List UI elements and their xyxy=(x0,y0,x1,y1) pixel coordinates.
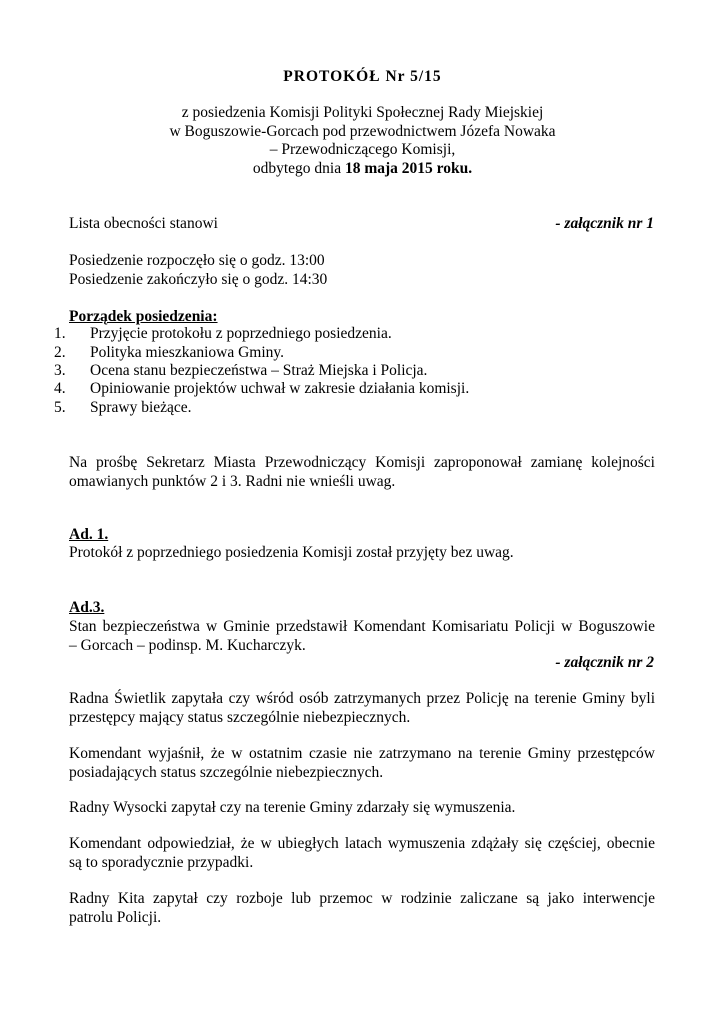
meeting-end-time: Posiedzenie zakończyło się o godz. 14:30 xyxy=(69,271,328,288)
agenda-item-text: Przyjęcie protokołu z poprzedniego posiedzenia. xyxy=(90,325,392,342)
document-title: PROTOKÓŁ Nr 5/15 xyxy=(283,68,442,85)
ad1-heading: Ad. 1. xyxy=(69,526,109,543)
paragraph-line: Radny Wysocki zapytał czy na terenie Gminy zdarzały się wymuszenia. xyxy=(69,799,516,816)
agenda-item-number: 5. xyxy=(54,399,66,416)
agenda-item-text: Sprawy bieżące. xyxy=(90,399,192,416)
header-date-prefix: odbytego dnia xyxy=(252,159,345,177)
discussion-paragraph xyxy=(69,798,655,817)
agenda-heading: Porządek posiedzenia: xyxy=(69,308,218,325)
paragraph-line: Komendant odpowiedział, że w ubiegłych latach wymuszenia zdążały się częściej, obecnie xyxy=(69,835,655,852)
header-line-1: z posiedzenia Komisji Polityki Społecznej Rady Miejskiej xyxy=(181,104,544,121)
ad3-heading: Ad.3. xyxy=(69,599,105,616)
paragraph-line: są to sporadycznie przypadki. xyxy=(69,854,254,871)
paragraph-line: Radny Kita zapytał czy rozboje lub przemoc w rodzinie zaliczane są jako interwencje xyxy=(69,890,655,907)
paragraph-line: Stan bezpieczeństwa w Gminie przedstawił Komendant Komisariatu Policji w Boguszowie xyxy=(69,618,655,635)
header-line-4 xyxy=(0,160,725,179)
agenda-item-text: Opiniowanie projektów uchwał w zakresie działania komisji. xyxy=(90,380,470,397)
discussion-paragraph xyxy=(69,744,655,782)
agenda-item-text: Ocena stanu bezpieczeństwa – Straż Miejska i Policja. xyxy=(90,362,428,379)
agenda-item-text: Polityka mieszkaniowa Gminy. xyxy=(90,344,285,361)
agenda-item-number: 2. xyxy=(54,344,66,361)
agenda-item-number: 3. xyxy=(54,362,66,379)
meeting-start-time: Posiedzenie rozpoczęło się o godz. 13:00 xyxy=(69,252,325,269)
header-line-3: – Przewodniczącego Komisji, xyxy=(269,141,456,158)
ad3-paragraph xyxy=(69,617,655,655)
document-header xyxy=(0,104,725,178)
paragraph-line: przestępcy mający status szczególnie niebezpiecznych. xyxy=(69,709,411,726)
ad1-text: Protokół z poprzedniego posiedzenia Komisji został przyjęty bez uwag. xyxy=(69,544,514,561)
paragraph-line: Komendant wyjaśnił, że w ostatnim czasie nie zatrzymano na terenie Gminy przestępców xyxy=(69,745,655,762)
header-line-2: w Boguszowie-Gorcach pod przewodnictwem Józefa Nowaka xyxy=(169,122,556,140)
paragraph-line: patrolu Policji. xyxy=(69,909,162,926)
header-date: 18 maja 2015 roku. xyxy=(344,159,473,177)
paragraph-line: Radna Świetlik zapytała czy wśród osób zatrzymanych przez Policję na terenie Gminy byli xyxy=(69,690,655,707)
attendance-text: Lista obecności stanowi xyxy=(69,215,218,232)
agenda-item-number: 4. xyxy=(54,380,66,397)
discussion-paragraph xyxy=(69,834,655,872)
attendance-attachment: - załącznik nr 1 xyxy=(555,215,654,232)
discussion-paragraph xyxy=(69,889,655,927)
paragraph-line: posiadających status szczególnie niebezpiecznych. xyxy=(69,764,384,781)
discussion-paragraph xyxy=(69,689,655,727)
agenda-item-number: 1. xyxy=(54,325,66,342)
ad3-attachment: - załącznik nr 2 xyxy=(555,654,654,671)
paragraph-line: – Gorcach – podinsp. M. Kucharczyk. xyxy=(69,637,306,654)
paragraph-line: Na prośbę Sekretarz Miasta Przewodniczący Komisji zaproponował zamianę kolejności xyxy=(69,454,655,471)
paragraph-line: omawianych punktów 2 i 3. Radni nie wnieśli uwag. xyxy=(69,473,396,490)
intro-paragraph xyxy=(69,453,655,491)
